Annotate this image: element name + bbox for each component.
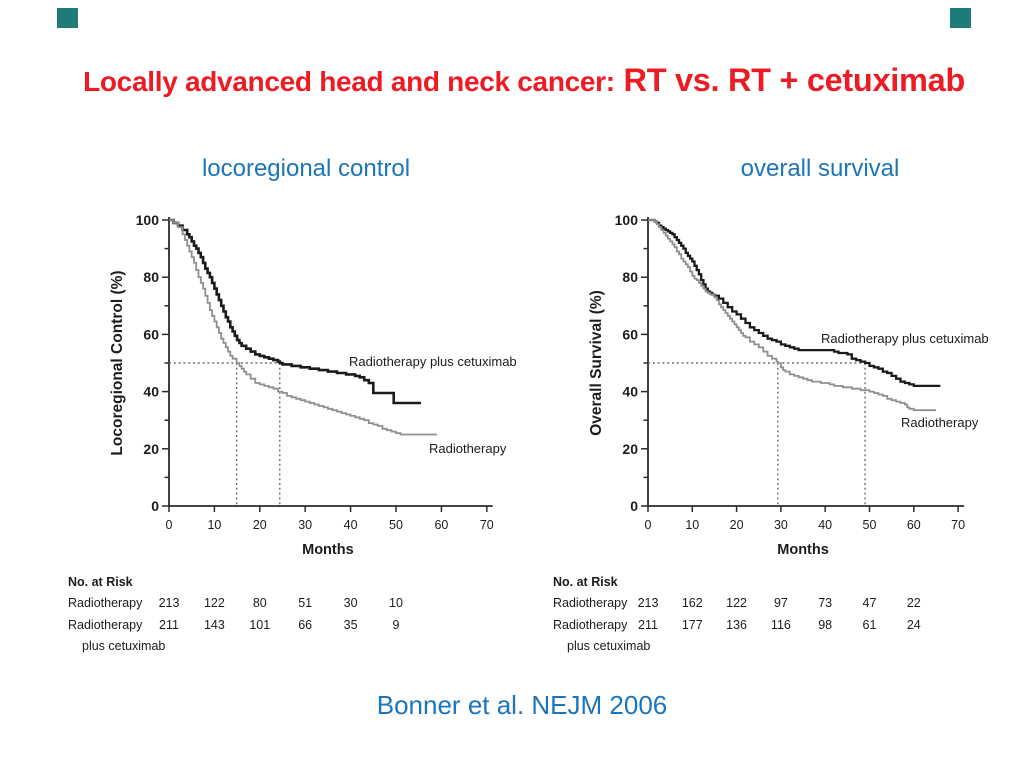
x-tick-label: 50 [862,518,877,532]
risk-row-label: Radiotherapy [553,618,628,632]
risk-row-label-line2: plus cetuximab [82,639,166,653]
risk-value: 73 [818,596,833,610]
risk-value: 211 [159,618,179,632]
x-tick-label: 70 [951,518,966,532]
risk-value: 98 [818,618,833,632]
subtitle-locoregional-control: locoregional control [201,155,411,182]
citation: Bonner et al. NEJM 2006 [376,690,668,720]
subtitle-overall-survival: overall survival [740,155,900,182]
x-tick-label: 60 [906,518,921,532]
y-axis-ticks [615,212,648,514]
y-tick-label: 40 [622,383,638,400]
y-tick-label: 40 [143,383,159,400]
x-tick-label: 70 [479,518,494,532]
risk-value: 51 [298,596,313,610]
risk-table-title: No. at Risk [553,575,618,589]
x-tick-label: 0 [165,518,173,532]
overall-survival-chart [553,212,989,653]
risk-value: 22 [906,596,921,610]
slide-title-part1: Locally advanced head and neck cancer: [83,66,615,97]
risk-value: 9 [392,618,400,632]
risk-value: 143 [203,618,225,632]
x-tick-label: 20 [252,518,267,532]
risk-value: 97 [773,596,788,610]
risk-value: 30 [343,596,358,610]
y-tick-label: 20 [143,440,159,457]
risk-row-label: Radiotherapy [553,596,628,610]
risk-value: 61 [862,618,877,632]
y-tick-label: 20 [622,440,638,457]
y-tick-label: 0 [630,498,638,514]
risk-value: 122 [726,596,748,610]
series-label-radiotherapy: Radiotherapy [901,415,979,430]
x-axis-ticks [166,506,494,532]
risk-value: 10 [389,596,403,610]
risk-value: 116 [770,618,791,632]
x-tick-label: 40 [343,518,358,532]
series-label-radiotherapy-plus-cetuximab: Radiotherapy plus cetuximab [349,354,517,369]
y-tick-label: 80 [622,269,638,286]
locoregional-control-chart [68,212,517,653]
risk-value: 213 [637,596,659,610]
risk-value: 47 [862,596,877,610]
y-tick-label: 60 [143,326,159,343]
y-axis-ticks [136,212,169,514]
risk-row-label: Radiotherapy [68,596,143,610]
risk-value: 122 [203,596,225,610]
km-curve-radiotherapy-plus-cetuximab [169,220,421,403]
risk-table [553,575,921,653]
y-tick-label: 0 [151,498,159,514]
y-tick-label: 100 [135,212,159,228]
x-tick-label: 50 [389,518,403,532]
risk-value: 177 [681,618,703,632]
x-axis-title: Months [777,542,829,558]
x-tick-label: 10 [207,518,222,532]
risk-value: 211 [638,618,658,632]
series-label-radiotherapy: Radiotherapy [429,441,507,456]
series-label-radiotherapy-plus-cetuximab: Radiotherapy plus cetuximab [821,331,989,346]
x-tick-label: 60 [434,518,449,532]
x-tick-label: 30 [773,518,788,532]
risk-value: 24 [906,618,921,632]
risk-row-label: Radiotherapy [68,618,143,632]
x-axis-title: Months [302,542,354,558]
km-curve-radiotherapy-plus-cetuximab [648,220,940,386]
risk-value: 162 [681,596,703,610]
y-tick-label: 100 [614,212,638,228]
y-axis-title: Locoregional Control (%) [109,270,126,456]
km-curve-radiotherapy [648,220,936,410]
x-tick-label: 30 [298,518,313,532]
risk-value: 66 [298,618,313,632]
risk-value: 213 [158,596,180,610]
x-tick-label: 10 [685,518,700,532]
x-tick-label: 40 [818,518,833,532]
risk-value: 35 [343,618,358,632]
risk-row-label-line2: plus cetuximab [567,639,651,653]
x-tick-label: 0 [644,518,652,532]
y-axis-title: Overall Survival (%) [588,290,605,436]
risk-value: 80 [252,596,267,610]
y-tick-label: 60 [622,326,638,343]
risk-table [68,575,403,653]
risk-value: 136 [726,618,748,632]
x-tick-label: 20 [729,518,744,532]
y-tick-label: 80 [143,269,159,286]
risk-table-title: No. at Risk [68,575,133,589]
x-axis-ticks [645,506,966,532]
risk-value: 101 [249,618,271,632]
slide-title-part2: RT vs. RT + cetuximab [614,62,965,98]
